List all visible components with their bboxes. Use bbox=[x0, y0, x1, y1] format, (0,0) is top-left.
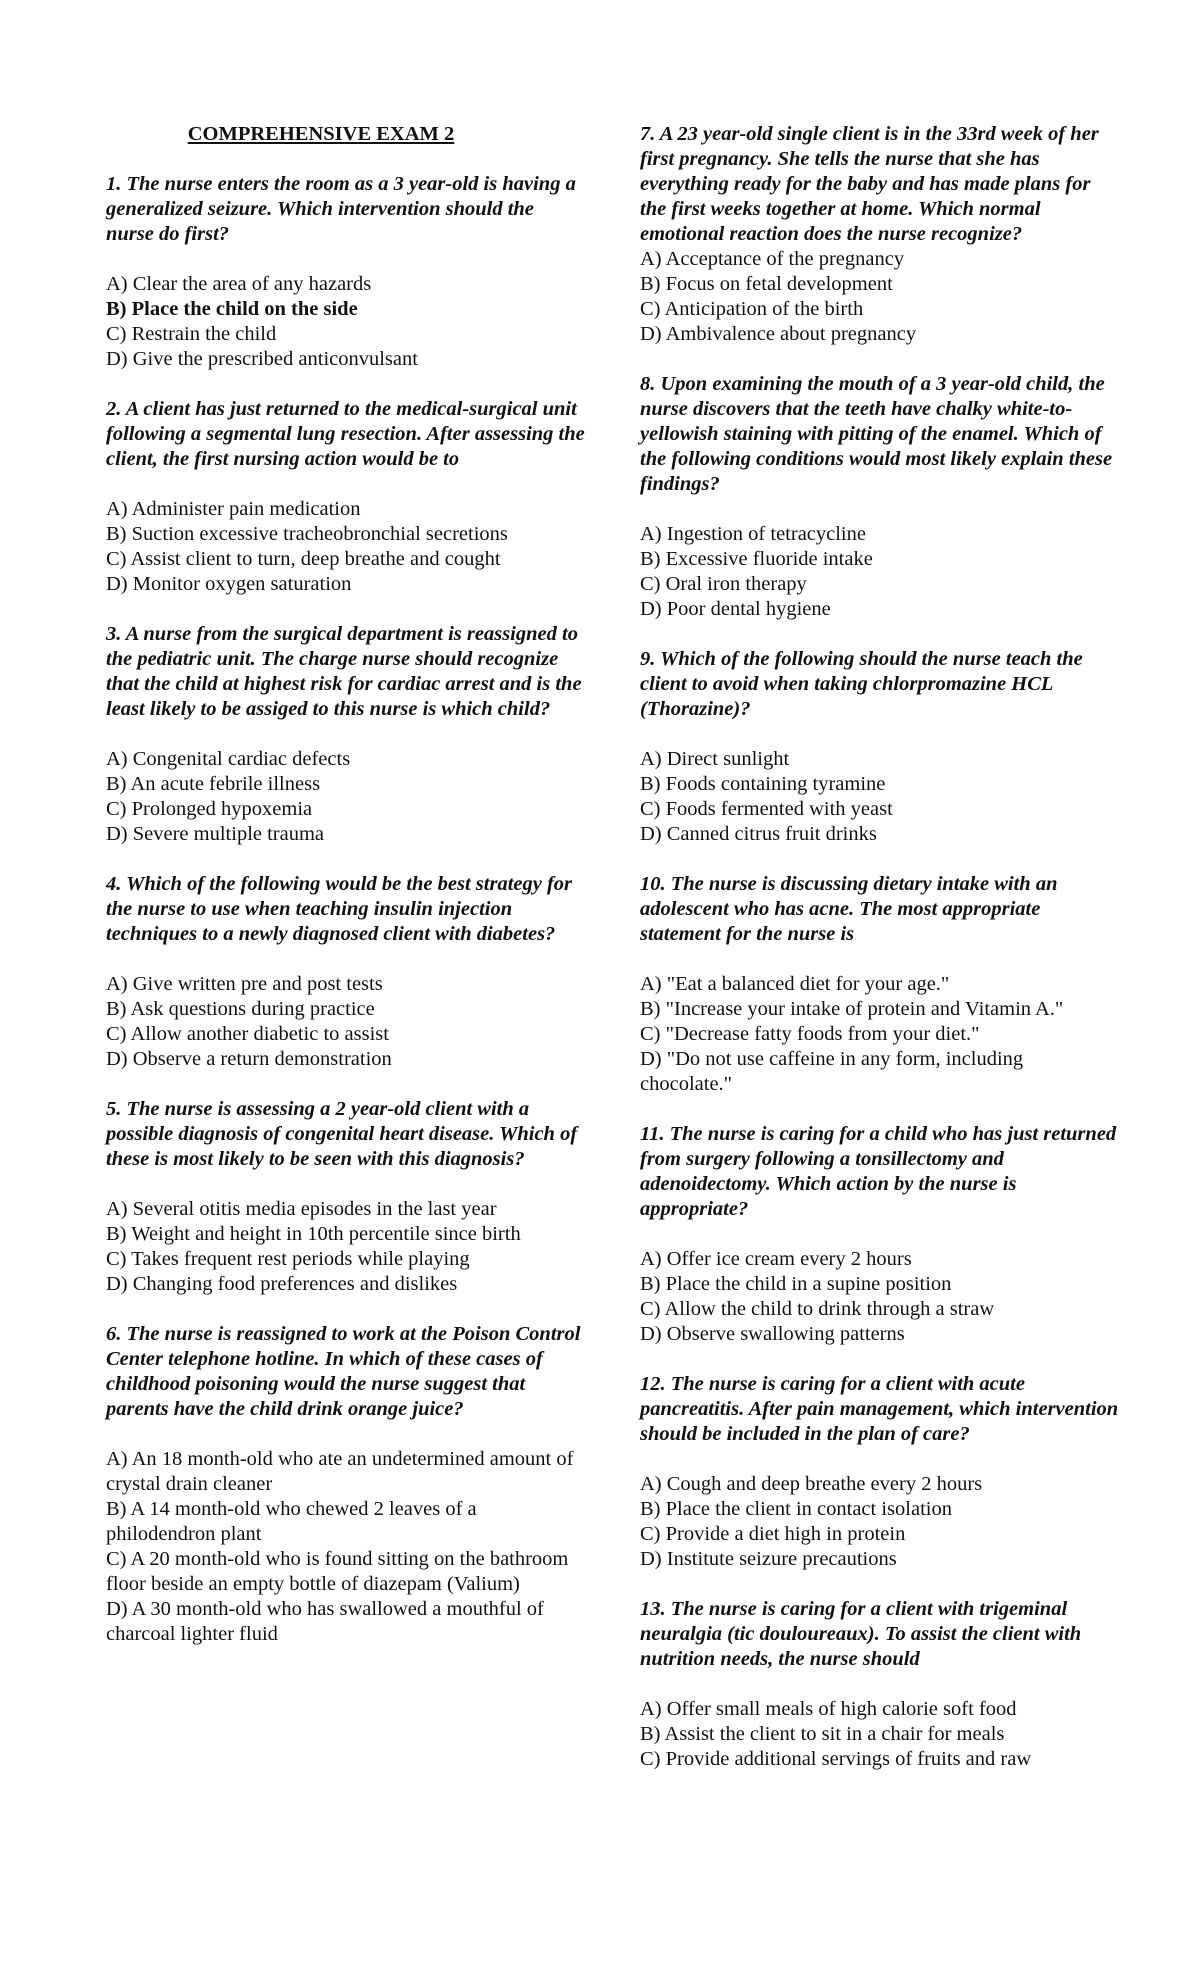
option-c: C) Allow the child to drink through a straw bbox=[640, 1298, 995, 1320]
option-a: A) Clear the area of any hazards bbox=[106, 273, 372, 295]
option-c: C) Prolonged hypoxemia bbox=[106, 798, 313, 820]
option-a: A) Offer small meals of high calorie soft food bbox=[640, 1698, 1017, 1720]
option-d: D) Poor dental hygiene bbox=[640, 598, 831, 620]
option-a: A) Several otitis media episodes in the last year bbox=[106, 1198, 497, 1220]
question-text: 9. Which of the following should the nurse teach the client to avoid when taking chlorpromazine HCL (Thorazine)? bbox=[640, 648, 1083, 720]
question-text: 8. Upon examining the mouth of a 3 year-old child, the nurse discovers that the teeth have chalky white-to-yellowish staining with pitting of the enamel. Which of the following conditions would most likely explain these findings? bbox=[640, 373, 1113, 495]
question-1 bbox=[106, 172, 586, 372]
option-a: A) Acceptance of the pregnancy bbox=[640, 248, 905, 270]
option-a: A) An 18 month-old who ate an undetermined amount of crystal drain cleaner bbox=[106, 1448, 574, 1495]
question-10 bbox=[640, 872, 1120, 1097]
option-a: A) Give written pre and post tests bbox=[106, 973, 383, 995]
option-c: C) Takes frequent rest periods while playing bbox=[106, 1248, 470, 1270]
option-c: C) A 20 month-old who is found sitting on the bathroom floor beside an empty bottle of diazepam (Valium) bbox=[106, 1548, 569, 1595]
question-5 bbox=[106, 1097, 586, 1297]
option-b-answer: B) Place the child on the side bbox=[106, 298, 358, 320]
option-b: B) An acute febrile illness bbox=[106, 773, 321, 795]
option-b: B) Place the child in a supine position bbox=[640, 1273, 952, 1295]
option-d: D) Changing food preferences and dislikes bbox=[106, 1273, 458, 1295]
question-text: 1. The nurse enters the room as a 3 year-old is having a generalized seizure. Which intervention should the nurse do first? bbox=[106, 173, 576, 245]
option-c: C) Provide additional servings of fruits and raw bbox=[640, 1748, 1032, 1770]
option-c: C) Foods fermented with yeast bbox=[640, 798, 893, 820]
question-8 bbox=[640, 372, 1120, 622]
question-text: 13. The nurse is caring for a client with trigeminal neuralgia (tic douloureaux). To assist the client with nutrition needs, the nurse should bbox=[640, 1598, 1082, 1670]
option-a: A) Administer pain medication bbox=[106, 498, 361, 520]
option-b: B) Weight and height in 10th percentile since birth bbox=[106, 1223, 521, 1245]
question-text: 2. A client has just returned to the medical-surgical unit following a segmental lung resection. After assessing the client, the first nursing action would be to bbox=[106, 398, 585, 470]
option-a: A) Offer ice cream every 2 hours bbox=[640, 1248, 912, 1270]
question-text: 7. A 23 year-old single client is in the 33rd week of her first pregnancy. She tells the nurse that she has everything ready for the baby and has made plans for the first weeks together at home. Which normal emotional reaction does the nurse recognize? bbox=[640, 123, 1099, 245]
question-7 bbox=[640, 122, 1120, 347]
option-d: D) Observe a return demonstration bbox=[106, 1048, 392, 1070]
option-a: A) Cough and deep breathe every 2 hours bbox=[640, 1473, 983, 1495]
option-d: D) "Do not use caffeine in any form, including chocolate." bbox=[640, 1048, 1024, 1095]
question-9 bbox=[640, 647, 1120, 847]
option-b: B) A 14 month-old who chewed 2 leaves of a philodendron plant bbox=[106, 1498, 477, 1545]
question-text: 6. The nurse is reassigned to work at the Poison Control Center telephone hotline. In which of these cases of childhood poisoning would the nurse suggest that parents have the child drink orange juice? bbox=[106, 1323, 581, 1420]
question-4 bbox=[106, 872, 586, 1072]
option-c: C) Anticipation of the birth bbox=[640, 298, 864, 320]
question-text: 10. The nurse is discussing dietary intake with an adolescent who has acne. The most appropriate statement for the nurse is bbox=[640, 873, 1058, 945]
option-b: B) Place the client in contact isolation bbox=[640, 1498, 952, 1520]
left-column bbox=[106, 122, 586, 1672]
option-b: B) "Increase your intake of protein and Vitamin A." bbox=[640, 998, 1064, 1020]
option-a: A) "Eat a balanced diet for your age." bbox=[640, 973, 950, 995]
question-text: 4. Which of the following would be the best strategy for the nurse to use when teaching insulin injection techniques to a newly diagnosed client with diabetes? bbox=[106, 873, 573, 945]
option-b: B) Ask questions during practice bbox=[106, 998, 375, 1020]
question-3 bbox=[106, 622, 586, 847]
question-text: 3. A nurse from the surgical department is reassigned to the pediatric unit. The charge nurse should recognize that the child at highest risk for cardiac arrest and is the least likely to be assiged to this nurse is which child? bbox=[106, 623, 582, 720]
option-d: D) Ambivalence about pregnancy bbox=[640, 323, 917, 345]
option-d: D) Give the prescribed anticonvulsant bbox=[106, 348, 418, 370]
question-2 bbox=[106, 397, 586, 597]
right-column bbox=[640, 122, 1120, 1797]
question-text: 11. The nurse is caring for a child who has just returned from surgery following a tonsillectomy and adenoidectomy. Which action by the nurse is appropriate? bbox=[640, 1123, 1117, 1220]
option-d: D) Institute seizure precautions bbox=[640, 1548, 897, 1570]
option-c: C) Restrain the child bbox=[106, 323, 277, 345]
option-b: B) Excessive fluoride intake bbox=[640, 548, 873, 570]
option-d: D) Canned citrus fruit drinks bbox=[640, 823, 877, 845]
option-d: D) A 30 month-old who has swallowed a mouthful of charcoal lighter fluid bbox=[106, 1598, 544, 1645]
option-c: C) Provide a diet high in protein bbox=[640, 1523, 906, 1545]
option-a: A) Ingestion of tetracycline bbox=[640, 523, 866, 545]
option-a: A) Direct sunlight bbox=[640, 748, 790, 770]
option-d: D) Monitor oxygen saturation bbox=[106, 573, 352, 595]
question-text: 12. The nurse is caring for a client with acute pancreatitis. After pain management, which intervention should be included in the plan of care? bbox=[640, 1373, 1119, 1445]
option-c: C) "Decrease fatty foods from your diet." bbox=[640, 1023, 980, 1045]
question-6 bbox=[106, 1322, 586, 1647]
option-b: B) Focus on fetal development bbox=[640, 273, 893, 295]
option-a: A) Congenital cardiac defects bbox=[106, 748, 351, 770]
option-d: D) Observe swallowing patterns bbox=[640, 1323, 905, 1345]
question-text: 5. The nurse is assessing a 2 year-old client with a possible diagnosis of congenital heart disease. Which of these is most likely to be seen with this diagnosis? bbox=[106, 1098, 578, 1170]
exam-title: COMPREHENSIVE EXAM 2 bbox=[187, 123, 455, 145]
option-b: B) Assist the client to sit in a chair for meals bbox=[640, 1723, 1005, 1745]
question-13 bbox=[640, 1597, 1120, 1772]
option-b: B) Suction excessive tracheobronchial secretions bbox=[106, 523, 508, 545]
question-11 bbox=[640, 1122, 1120, 1347]
question-12 bbox=[640, 1372, 1120, 1572]
option-c: C) Assist client to turn, deep breathe and cought bbox=[106, 548, 501, 570]
option-c: C) Allow another diabetic to assist bbox=[106, 1023, 389, 1045]
option-d: D) Severe multiple trauma bbox=[106, 823, 325, 845]
option-b: B) Foods containing tyramine bbox=[640, 773, 886, 795]
option-c: C) Oral iron therapy bbox=[640, 573, 807, 595]
